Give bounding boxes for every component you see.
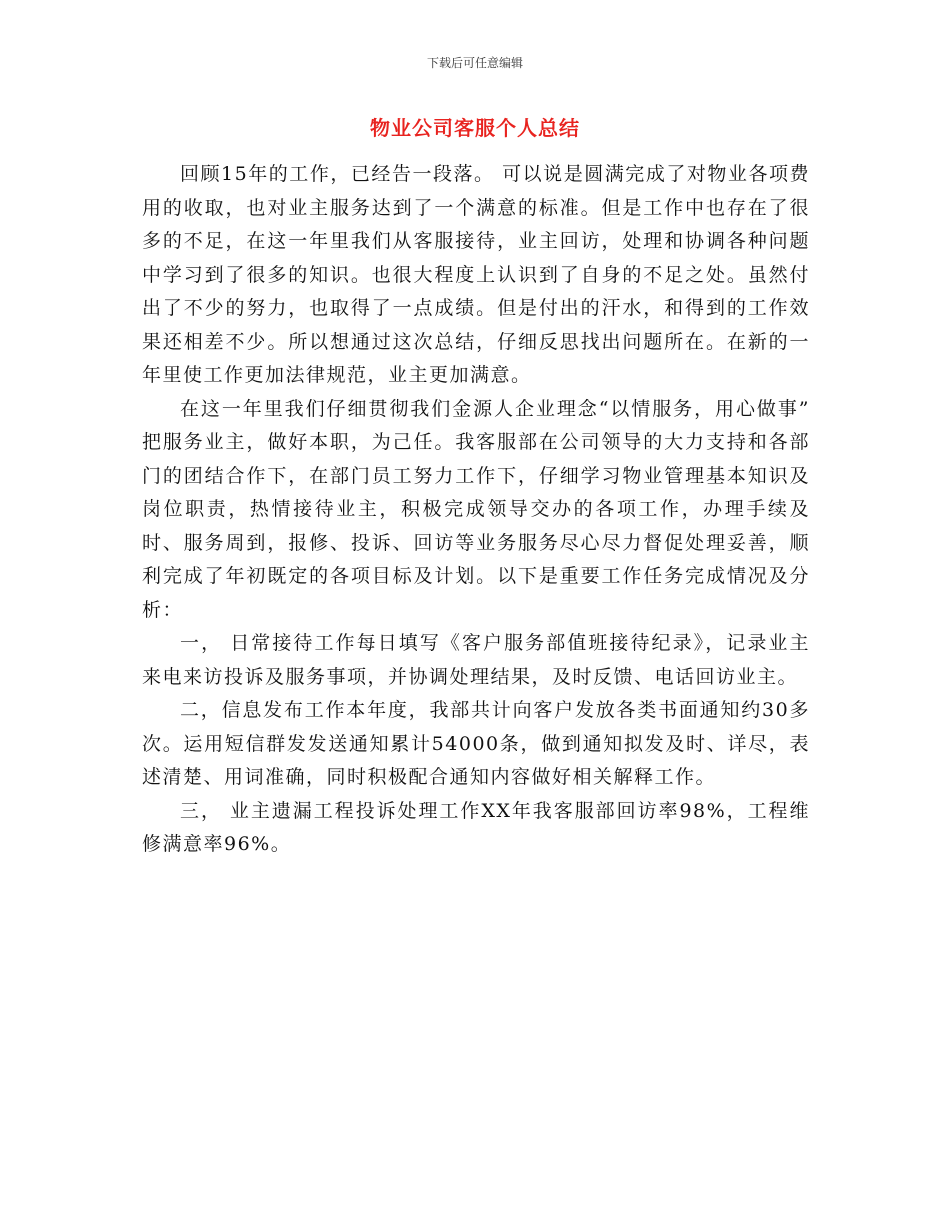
document-title: 物业公司客服个人总结 — [370, 116, 580, 140]
paragraph-item-2: 二，信息发布工作本年度，我部共计向客户发放各类书面通知约30多次。运用短信群发发送通知累计54000条，做到通知拟发及时、详尽，表述清楚、用词准确，同时积极配合通知内容做好相关解释工作。 — [142, 699, 810, 788]
header-note: 下载后可任意编辑 — [426, 56, 523, 70]
paragraph-item-1: 一， 日常接待工作每日填写《客户服务部值班接待纪录》，记录业主来电来访投诉及服务事项，并协调处理结果，及时反馈、电话回访业主。 — [142, 632, 810, 688]
paragraph-philosophy: 在这一年里我们仔细贯彻我们金源人企业理念“以情服务，用心做事” 把服务业主，做好本职，为己任。我客服部在公司领导的大力支持和各部门的团结合作下，在部门员工努力工作下，仔细学习物业管理基本知识及岗位职责，热情接待业主，积极完成领导交办的各项工作，办理手续及时、服务周到，报修、投诉、回访等业务服务尽心尽力督促处理妥善，顺利完成了年初既定的各项目标及计划。以下是重要工作任务完成情况及分析： — [142, 397, 810, 621]
paragraph-intro: 回顾15年的工作，已经告一段落。 可以说是圆满完成了对物业各项费用的收取，也对业主服务达到了一个满意的标准。但是工作中也存在了很多的不足，在这一年里我们从客服接待，业主回访，处理和协调各种问题中学习到了很多的知识。也很大程度上认识到了自身的不足之处。虽然付出了不少的努力，也取得了一点成绩。但是付出的汗水，和得到的工作效果还相差不少。所以想通过这次总结，仔细反思找出问题所在。在新的一年里使工作更加法律规范，业主更加满意。 — [142, 163, 810, 386]
document-body — [142, 158, 810, 862]
paragraph-item-3: 三， 业主遗漏工程投诉处理工作XX年我客服部回访率98%，工程维修满意率96%。 — [142, 799, 810, 855]
